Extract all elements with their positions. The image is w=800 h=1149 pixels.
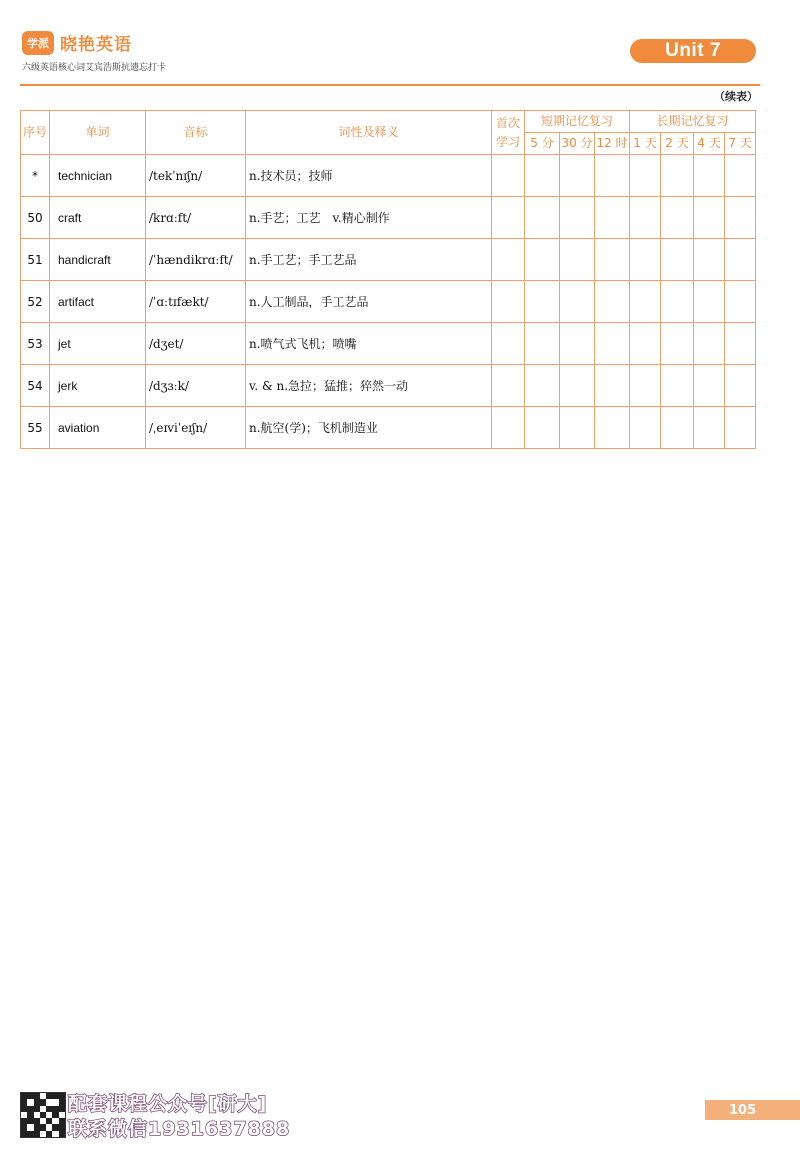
checkbox-cell[interactable] [661, 239, 694, 281]
header-first-study [492, 111, 525, 155]
checkbox-cell[interactable] [595, 365, 630, 407]
table-row [21, 155, 756, 197]
header-phonetic: 音标 [146, 111, 246, 155]
first-study-line1: 首次 [495, 115, 520, 130]
checkbox-cell[interactable] [630, 365, 661, 407]
header-interval: 4 天 [694, 133, 725, 155]
header-interval: 7 天 [725, 133, 756, 155]
checkbox-cell[interactable] [725, 197, 756, 239]
promo-line-1: 配套课程公众号[研大] [68, 1093, 268, 1115]
checkbox-cell[interactable] [525, 407, 560, 449]
row-word: artifact [50, 281, 146, 323]
first-study-line2: 学习 [495, 134, 520, 149]
row-phonetic: /dʒɜːk/ [146, 365, 246, 407]
row-meaning: n.喷气式飞机；喷嘴 [246, 323, 492, 365]
publisher-logo [22, 30, 132, 55]
checkbox-cell[interactable] [694, 155, 725, 197]
checkbox-cell[interactable] [525, 365, 560, 407]
checkbox-cell[interactable] [661, 407, 694, 449]
checkbox-cell[interactable] [725, 281, 756, 323]
checkbox-cell[interactable] [694, 407, 725, 449]
header-interval: 1 天 [630, 133, 661, 155]
checkbox-cell[interactable] [595, 239, 630, 281]
table-row [21, 365, 756, 407]
table-row [21, 323, 756, 365]
row-meaning: n.航空(学)；飞机制造业 [246, 407, 492, 449]
checkbox-cell[interactable] [492, 239, 525, 281]
checkbox-cell[interactable] [725, 407, 756, 449]
checkbox-cell[interactable] [661, 197, 694, 239]
checkbox-cell[interactable] [694, 365, 725, 407]
row-index: 54 [21, 365, 50, 407]
row-index: 51 [21, 239, 50, 281]
header-interval: 12 时 [595, 133, 630, 155]
row-word: aviation [50, 407, 146, 449]
checkbox-cell[interactable] [661, 281, 694, 323]
checkbox-cell[interactable] [560, 281, 595, 323]
checkbox-cell[interactable] [694, 281, 725, 323]
row-meaning: n.技术员；技师 [246, 155, 492, 197]
table-header [21, 111, 756, 155]
checkbox-cell[interactable] [725, 365, 756, 407]
table-row [21, 239, 756, 281]
row-meaning: n.手工艺；手工艺品 [246, 239, 492, 281]
row-index: 55 [21, 407, 50, 449]
checkbox-cell[interactable] [525, 239, 560, 281]
checkbox-cell[interactable] [694, 239, 725, 281]
row-word: handicraft [50, 239, 146, 281]
qr-code-icon [20, 1092, 66, 1138]
checkbox-cell[interactable] [560, 365, 595, 407]
checkbox-cell[interactable] [661, 323, 694, 365]
checkbox-cell[interactable] [595, 197, 630, 239]
checkbox-cell[interactable] [525, 281, 560, 323]
checkbox-cell[interactable] [630, 197, 661, 239]
checkbox-cell[interactable] [630, 239, 661, 281]
row-phonetic: /ˈhændikrɑːft/ [146, 239, 246, 281]
row-phonetic: /ˌeɪviˈeɪʃn/ [146, 407, 246, 449]
header-rule [20, 84, 760, 86]
checkbox-cell[interactable] [525, 197, 560, 239]
checkbox-cell[interactable] [492, 281, 525, 323]
row-word: craft [50, 197, 146, 239]
row-phonetic: /tekˈnɪʃn/ [146, 155, 246, 197]
row-meaning: n.人工制品，手工艺品 [246, 281, 492, 323]
header-word: 单词 [50, 111, 146, 155]
row-meaning: v. & n.急拉；猛推；猝然一动 [246, 365, 492, 407]
header-meaning: 词性及释义 [246, 111, 492, 155]
checkbox-cell[interactable] [492, 365, 525, 407]
table-row [21, 407, 756, 449]
header-interval: 30 分 [560, 133, 595, 155]
table-row [21, 197, 756, 239]
checkbox-cell[interactable] [560, 407, 595, 449]
checkbox-cell[interactable] [525, 155, 560, 197]
checkbox-cell[interactable] [630, 281, 661, 323]
unit-badge: Unit 7 [630, 39, 756, 63]
row-phonetic: /ˈɑːtɪfækt/ [146, 281, 246, 323]
checkbox-cell[interactable] [725, 239, 756, 281]
row-meaning: n.手艺；工艺 v.精心制作 [246, 197, 492, 239]
checkbox-cell[interactable] [492, 407, 525, 449]
table-row [21, 281, 756, 323]
checkbox-cell[interactable] [694, 323, 725, 365]
checkbox-cell[interactable] [725, 323, 756, 365]
checkbox-cell[interactable] [630, 407, 661, 449]
vocabulary-table [20, 110, 756, 449]
row-word: jerk [50, 365, 146, 407]
row-word: jet [50, 323, 146, 365]
checkbox-cell[interactable] [725, 155, 756, 197]
row-phonetic: /krɑːft/ [146, 197, 246, 239]
checkbox-cell[interactable] [694, 197, 725, 239]
row-index: 53 [21, 323, 50, 365]
checkbox-cell[interactable] [630, 155, 661, 197]
checkbox-cell[interactable] [560, 155, 595, 197]
checkbox-cell[interactable] [595, 323, 630, 365]
header-short-term: 短期记忆复习 [525, 111, 630, 133]
checkbox-cell[interactable] [560, 239, 595, 281]
checkbox-cell[interactable] [492, 323, 525, 365]
promo-line-2: 联系微信1931637888 [68, 1118, 291, 1140]
header-index: 序号 [21, 111, 50, 155]
checkbox-cell[interactable] [525, 323, 560, 365]
logo-name: 晓艳英语 [60, 35, 132, 55]
checkbox-cell[interactable] [595, 155, 630, 197]
page-number: 105 [705, 1100, 800, 1120]
checkbox-cell[interactable] [492, 197, 525, 239]
row-phonetic: /dʒet/ [146, 323, 246, 365]
header-interval: 5 分 [525, 133, 560, 155]
checkbox-cell[interactable] [492, 155, 525, 197]
checkbox-cell[interactable] [595, 407, 630, 449]
checkbox-cell[interactable] [560, 197, 595, 239]
logo-mark: 学派 [22, 31, 54, 55]
row-word: technician [50, 155, 146, 197]
checkbox-cell[interactable] [661, 155, 694, 197]
row-index: 52 [21, 281, 50, 323]
header-interval: 2 天 [661, 133, 694, 155]
header-long-term: 长期记忆复习 [630, 111, 756, 133]
row-index: * [21, 155, 50, 197]
checkbox-cell[interactable] [661, 365, 694, 407]
checkbox-cell[interactable] [630, 323, 661, 365]
book-subtitle: 六级英语核心词艾宾浩斯抗遗忘打卡 [22, 63, 167, 73]
checkbox-cell[interactable] [595, 281, 630, 323]
checkbox-cell[interactable] [560, 323, 595, 365]
continued-label: （续表） [714, 90, 758, 103]
row-index: 50 [21, 197, 50, 239]
